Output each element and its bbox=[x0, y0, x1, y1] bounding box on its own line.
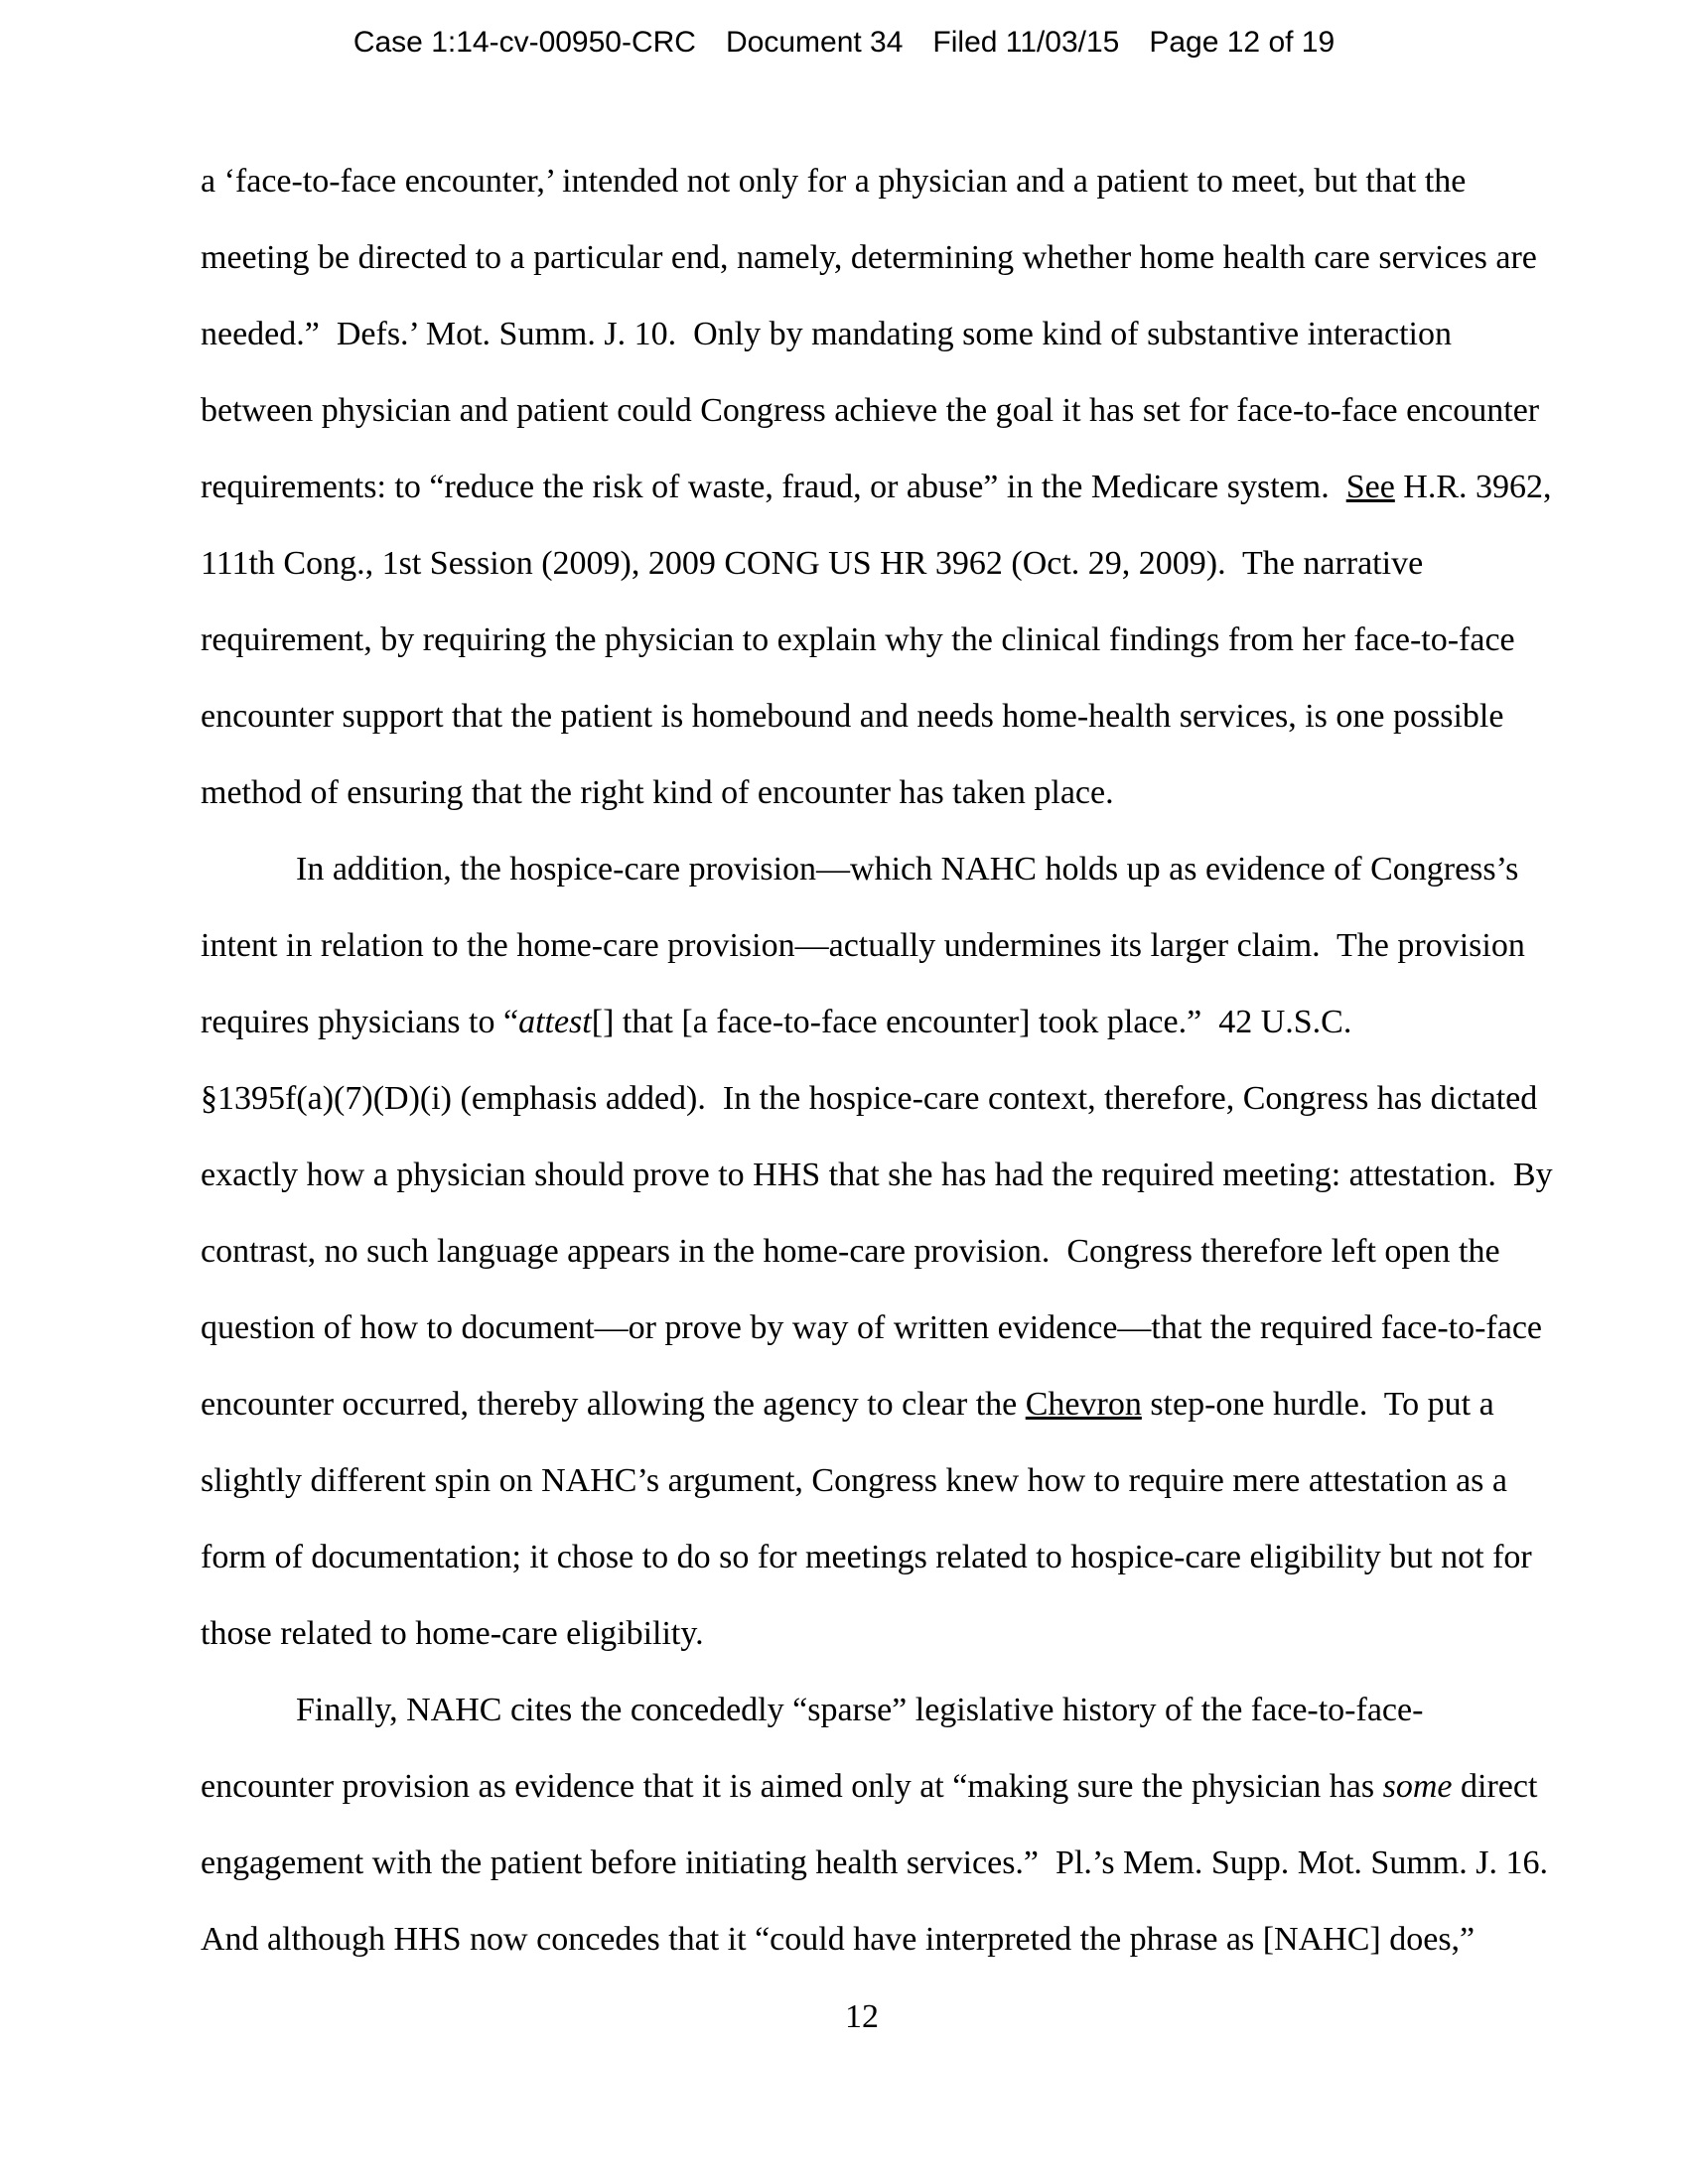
page-indicator: Page 12 of 19 bbox=[1149, 26, 1336, 59]
paragraph bbox=[201, 1672, 1548, 1978]
case-number: Case 1:14-cv-00950-CRC bbox=[352, 26, 696, 59]
text-segment: contrast, no such language appears in the home-care provision. Congress therefore left open the bbox=[201, 1233, 1500, 1270]
text-line bbox=[201, 525, 1531, 602]
text-segment: slightly different spin on NAHC’s argument, Congress knew how to require mere attestation as a bbox=[201, 1462, 1507, 1499]
page-number: 12 bbox=[845, 1998, 879, 2035]
text-segment: 111th Cong., 1st Session (2009), 2009 CONG US HR 3962 (Oct. 29, 2009). The narrative bbox=[201, 545, 1424, 582]
filed-date: Filed 11/03/15 bbox=[932, 26, 1120, 59]
text-segment: In addition, the hospice-care provision—which NAHC holds up as evidence of Congress’s bbox=[296, 851, 1519, 887]
text-segment: method of ensuring that the right kind of encounter has taken place. bbox=[201, 774, 1114, 811]
italic-text: some bbox=[1382, 1768, 1453, 1805]
text-segment: meeting be directed to a particular end, namely, determining whether home health care services are bbox=[201, 239, 1537, 276]
text-segment: between physician and patient could Congress achieve the goal it has set for face-to-face encounter bbox=[201, 392, 1540, 429]
text-segment: Finally, NAHC cites the concededly “sparse” legislative history of the face-to-face- bbox=[296, 1692, 1424, 1728]
text-segment: requires physicians to “ bbox=[201, 1004, 519, 1040]
paragraph bbox=[201, 143, 1552, 831]
text-segment: H.R. 3962, bbox=[1394, 469, 1552, 505]
text-segment: [] that [a face-to-face encounter] took place.” 42 U.S.C. bbox=[591, 1004, 1352, 1040]
text-segment: intent in relation to the home-care provision—actually undermines its larger claim. The provision bbox=[201, 927, 1525, 964]
text-line bbox=[201, 754, 1531, 831]
text-line bbox=[201, 831, 1531, 907]
text-segment: exactly how a physician should prove to HHS that she has had the required meeting: attestation. By bbox=[201, 1157, 1553, 1193]
text-line bbox=[201, 1213, 1531, 1290]
text-line bbox=[201, 678, 1531, 754]
paragraph bbox=[201, 831, 1553, 1672]
text-segment: form of documentation; it chose to do so for meetings related to hospice-care eligibility but not for bbox=[201, 1539, 1532, 1575]
text-line bbox=[201, 143, 1531, 219]
text-line bbox=[201, 602, 1531, 678]
case-stamp-header bbox=[0, 26, 1688, 60]
text-segment: direct bbox=[1452, 1768, 1538, 1805]
text-line bbox=[201, 1137, 1553, 1213]
text-line bbox=[201, 1060, 1538, 1137]
text-segment: engagement with the patient before initiating health services.” Pl.’s Mem. Supp. Mot. Summ. J. 16. bbox=[201, 1844, 1548, 1881]
text-segment: requirement, by requiring the physician to explain why the clinical findings from her face-to-face bbox=[201, 621, 1515, 658]
text-line bbox=[201, 984, 1531, 1060]
text-segment: those related to home-care eligibility. bbox=[201, 1615, 704, 1652]
text-line bbox=[201, 1595, 1531, 1672]
document-body bbox=[201, 143, 1553, 1978]
text-segment: encounter provision as evidence that it is aimed only at “making sure the physician has bbox=[201, 1768, 1383, 1805]
text-line bbox=[201, 219, 1537, 296]
text-segment: needed.” Defs.’ Mot. Summ. J. 10. Only by mandating some kind of substantive interaction bbox=[201, 316, 1452, 352]
underlined-citation: Chevron bbox=[1025, 1386, 1142, 1423]
document-number: Document 34 bbox=[725, 26, 904, 59]
text-line bbox=[201, 1366, 1531, 1442]
text-segment: encounter occurred, thereby allowing the agency to clear the bbox=[201, 1386, 1026, 1423]
text-line bbox=[201, 1442, 1531, 1519]
text-segment: requirements: to “reduce the risk of waste, fraud, or abuse” in the Medicare system. bbox=[201, 469, 1346, 505]
text-segment: step-one hurdle. To put a bbox=[1141, 1386, 1494, 1423]
text-segment: a ‘face-to-face encounter,’ intended not only for a physician and a patient to meet, but that the bbox=[201, 163, 1467, 200]
text-line bbox=[201, 1901, 1531, 1978]
text-line bbox=[201, 907, 1531, 984]
text-segment: And although HHS now concedes that it “could have interpreted the phrase as [NAHC] does,” bbox=[201, 1921, 1476, 1958]
text-line bbox=[201, 372, 1540, 449]
text-line bbox=[201, 449, 1552, 525]
text-line bbox=[201, 1519, 1531, 1595]
underlined-citation: See bbox=[1345, 469, 1395, 505]
italic-text: attest bbox=[518, 1004, 592, 1040]
text-segment: §1395f(a)(7)(D)(i) (emphasis added). In the hospice-care context, therefore, Congress has dictated bbox=[201, 1080, 1538, 1117]
text-line bbox=[201, 1672, 1531, 1748]
text-line bbox=[201, 296, 1531, 372]
text-line bbox=[201, 1290, 1543, 1366]
text-line bbox=[201, 1825, 1548, 1901]
text-segment: encounter support that the patient is homebound and needs home-health services, is one possible bbox=[201, 698, 1504, 735]
text-segment: question of how to document—or prove by way of written evidence—that the required face-to-face bbox=[201, 1309, 1543, 1346]
text-line bbox=[201, 1748, 1538, 1825]
